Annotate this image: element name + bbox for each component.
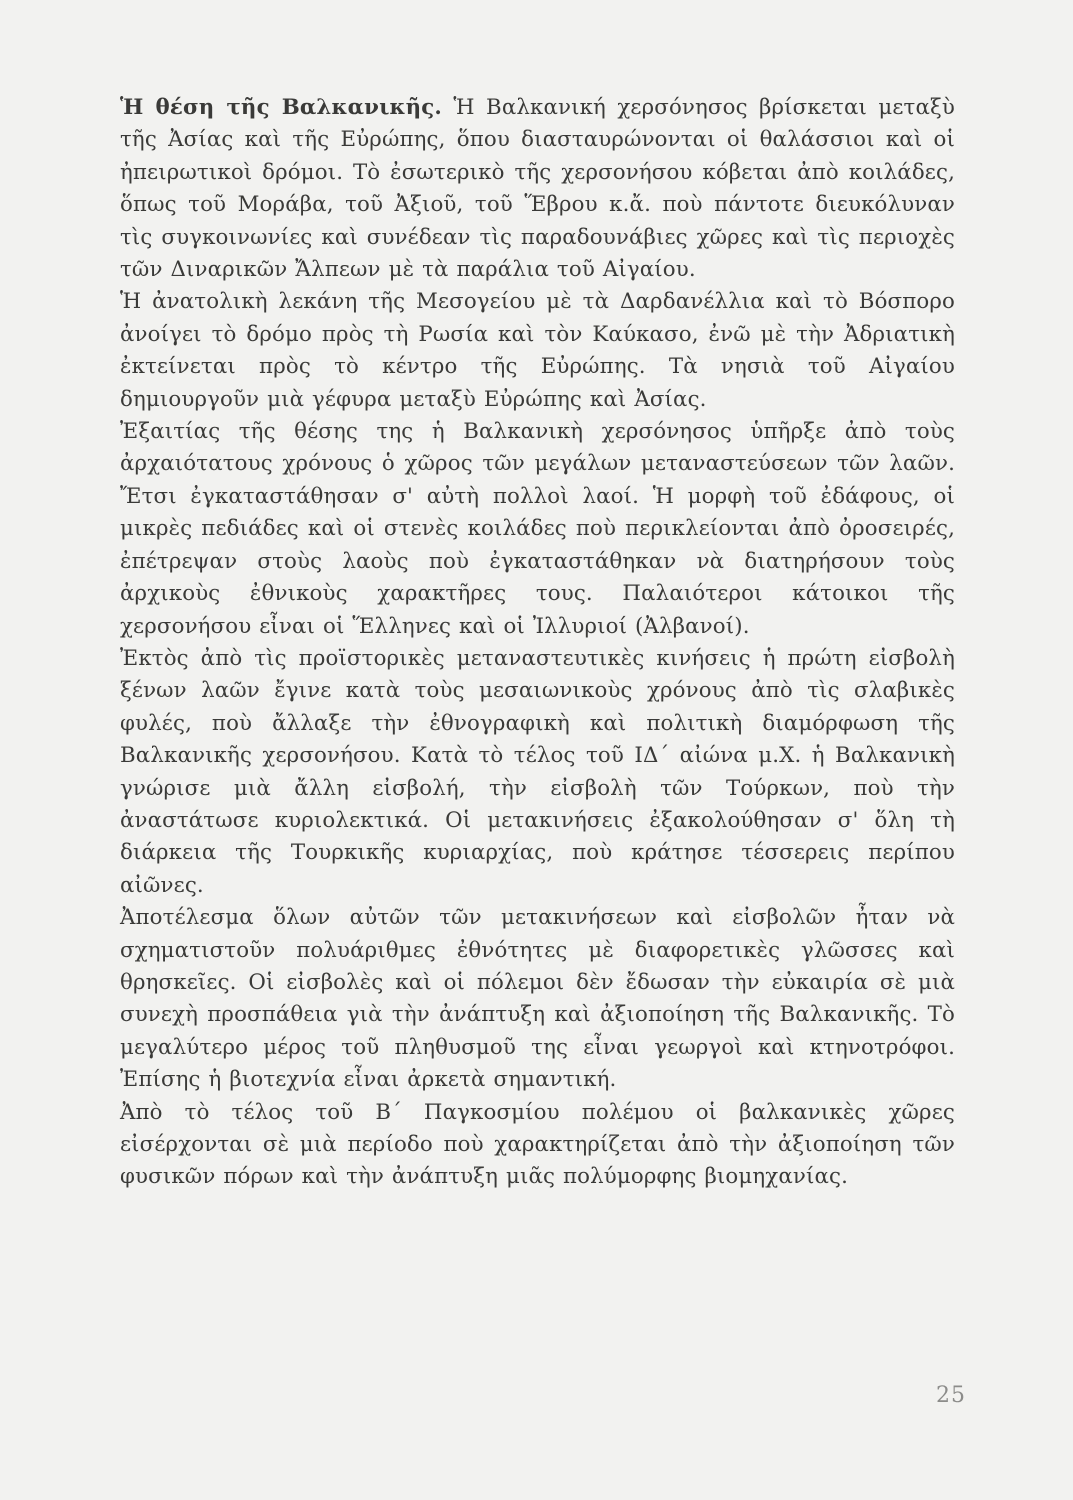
paragraph-1 xyxy=(120,92,955,286)
paragraph-3: Ἐξαιτίας τῆς θέσης της ἡ Βαλκανικὴ χερσόνησος ὑπῆρξε ἀπὸ τοὺς ἀρχαιότατους χρόνους ὁ χῶρος τῶν μεγάλων μεταναστεύσεων τῶν λαῶν. Ἔτσι ἐγκαταστάθησαν σ' αὐτὴ πολλοὶ λαοί. Ἡ μορφὴ τοῦ ἐδάφους, οἱ μικρὲς πεδιάδες καὶ οἱ στενὲς κοιλάδες ποὺ περικλείονται ἀπὸ ὀροσειρές, ἐπέτρεψαν στοὺς λαοὺς ποὺ ἐγκαταστάθηκαν νὰ διατηρήσουν τοὺς ἀρχικοὺς ἐθνικοὺς χαρακτῆρες τους. Παλαιότεροι κάτοικοι τῆς χερσονήσου εἶναι οἱ Ἕλληνες καὶ οἱ Ἰλλυριοί (Ἀλβανοί). xyxy=(120,419,955,639)
paragraph-2: Ἡ ἀνατολικὴ λεκάνη τῆς Μεσογείου μὲ τὰ Δαρδανέλλια καὶ τὸ Βόσπορο ἀνοίγει τὸ δρόμο πρὸς τὴ Ρωσία καὶ τὸν Καύκασο, ἐνῶ μὲ τὴν Ἀδριατικὴ ἐκτείνεται πρὸς τὸ κέντρο τῆς Εὐρώπης. Τὰ νησιὰ τοῦ Αἰγαίου δημιουργοῦν μιὰ γέφυρα μεταξὺ Εὐρώπης καὶ Ἀσίας. xyxy=(120,289,955,412)
page-number: 25 xyxy=(936,1383,966,1408)
section-heading: Ἡ θέση τῆς Βαλκανικῆς. xyxy=(120,95,442,120)
paragraph-1-text: Ἡ Βαλκανική χερσόνησος βρίσκεται μεταξὺ τῆς Ἀσίας καὶ τῆς Εὐρώπης, ὅπου διασταυρώνονται οἱ θαλάσσιοι καὶ οἱ ἠπειρωτικοὶ δρόμοι. Τὸ ἐσωτερικὸ τῆς χερσονήσου κόβεται ἀπὸ κοιλάδες, ὅπως τοῦ Μοράβα, τοῦ Ἀξιοῦ, τοῦ Ἕβρου κ.ἄ. ποὺ πάντοτε διευκόλυναν τὶς συγκοινωνίες καὶ συνέδεαν τὶς παραδουνάβιες χῶρες καὶ τὶς περιοχὲς τῶν Διναρικῶν Ἄλπεων μὲ τὰ παράλια τοῦ Αἰγαίου. xyxy=(120,95,955,283)
paragraph-6: Ἀπὸ τὸ τέλος τοῦ Β΄ Παγκοσμίου πολέμου οἱ βαλκανικὲς χῶρες εἰσέρχονται σὲ μιὰ περίοδο ποὺ χαρακτηρίζεται ἀπὸ τὴν ἀξιοποίηση τῶν φυσικῶν πόρων καὶ τὴν ἀνάπτυξη μιᾶς πολύμορφης βιομηχανίας. xyxy=(120,1099,955,1190)
body-text xyxy=(120,92,955,1194)
paragraph-4: Ἐκτὸς ἀπὸ τὶς προϊστορικὲς μεταναστευτικὲς κινήσεις ἡ πρώτη εἰσβολὴ ξένων λαῶν ἔγινε κατὰ τοὺς μεσαιωνικοὺς χρόνους ἀπὸ τὶς σλαβικὲς φυλές, ποὺ ἄλλαξε τὴν ἐθνογραφικὴ καὶ πολιτικὴ διαμόρφωση τῆς Βαλκανικῆς χερσονήσου. Κατὰ τὸ τέλος τοῦ ΙΔ΄ αἰώνα μ.Χ. ἡ Βαλκανικὴ γνώρισε μιὰ ἄλλη εἰσβολή, τὴν εἰσβολὴ τῶν Τούρκων, ποὺ τὴν ἀναστάτωσε κυριολεκτικά. Οἱ μετακινήσεις ἐξακολούθησαν σ' ὅλη τὴ διάρκεια τῆς Τουρκικῆς κυριαρχίας, ποὺ κράτησε τέσσερεις περίπου αἰῶνες. xyxy=(120,645,955,898)
paragraph-5: Ἀποτέλεσμα ὅλων αὐτῶν τῶν μετακινήσεων καὶ εἰσβολῶν ἦταν νὰ σχηματιστοῦν πολυάριθμες ἐθνότητες μὲ διαφορετικὲς γλῶσσες καὶ θρησκεῖες. Οἱ εἰσβολὲς καὶ οἱ πόλεμοι δὲν ἔδωσαν τὴν εὐκαιρία σὲ μιὰ συνεχὴ προσπάθεια γιὰ τὴν ἀνάπτυξη καὶ ἀξιοποίηση τῆς Βαλκανικῆς. Τὸ μεγαλύτερο μέρος τοῦ πληθυσμοῦ της εἶναι γεωργοὶ καὶ κτηνοτρόφοι. Ἐπίσης ἡ βιοτεχνία εἶναι ἀρκετὰ σημαντική. xyxy=(120,905,955,1093)
